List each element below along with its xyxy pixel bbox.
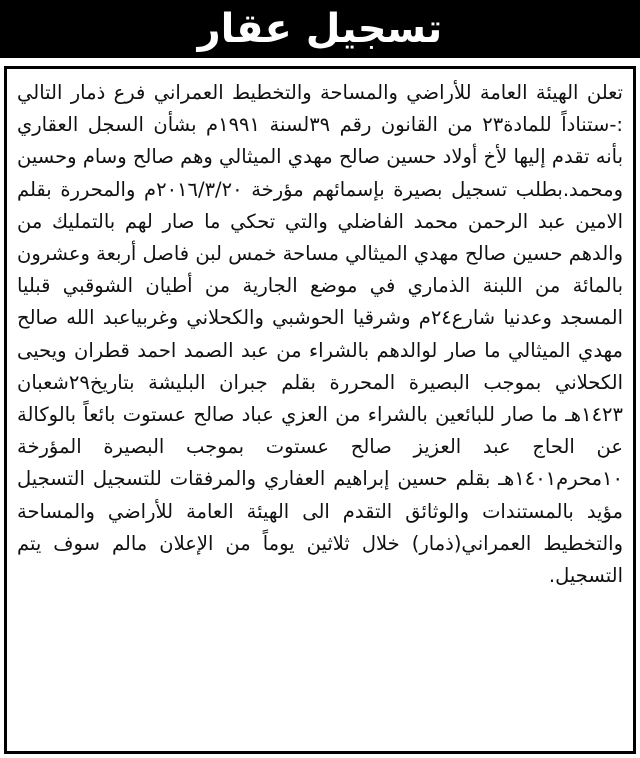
notice-title: تسجيل عقار <box>197 6 443 52</box>
notice-header <box>0 0 640 58</box>
notice-frame <box>4 66 636 754</box>
notice-body: تعلن الهيئة العامة للأراضي والمساحة والتخطيط العمراني فرع ذمار التالي :-ستناداً للمادة٢٣ من القانون رقم ٣٩لسنة ١٩٩١م بشأن السجل العقاري بأنه تقدم إليها لأخ أولاد حسين صالح مهدي الميثالي وهم صالح وسام وحسين ومحمد.بطلب تسجيل بصيرة بإسمائهم مؤرخة ٢٠١٦/٣/٢٠م والمحررة بقلم الامين عبد الرحمن محمد الفاضلي والتي تحكي ما صار لهم بالتمليك من والدهم حسين صالح مهدي الميثالي مساحة خمس لبن فاصل أربعة وعشرون بالمائة من اللبنة الذماري في موضع الجارية من أطيان الشوقبي قبليا المسجد وعدنيا شارع٢٤م وشرقيا الحوشبي والكحلاني وغربياعبد الله صالح مهدي الميثالي ما صار لوالدهم بالشراء من عبد الصمد احمد قطران ويحيى الكحلاني بموجب البصيرة المحررة بقلم جبران البليشة بتاريخ٢٩شعبان ١٤٢٣هـ ما صار للبائعين بالشراء من العزي عباد صالح عستوت بائعاً بالوكالة عن الحاج عبد العزيز صالح عستوت بموجب البصيرة المؤرخة ١٠محرم١٤٠١هـ بقلم حسين إبراهيم العفاري والمرفقات للتسجيل التسجيل مؤيد بالمستندات والوثائق التقدم الى الهيئة العامة للأراضي والمساحة والتخطيط العمراني(ذمار) خلال ثلاثين يوماً من الإعلان مالم سوف يتم التسجيل. <box>17 81 623 588</box>
